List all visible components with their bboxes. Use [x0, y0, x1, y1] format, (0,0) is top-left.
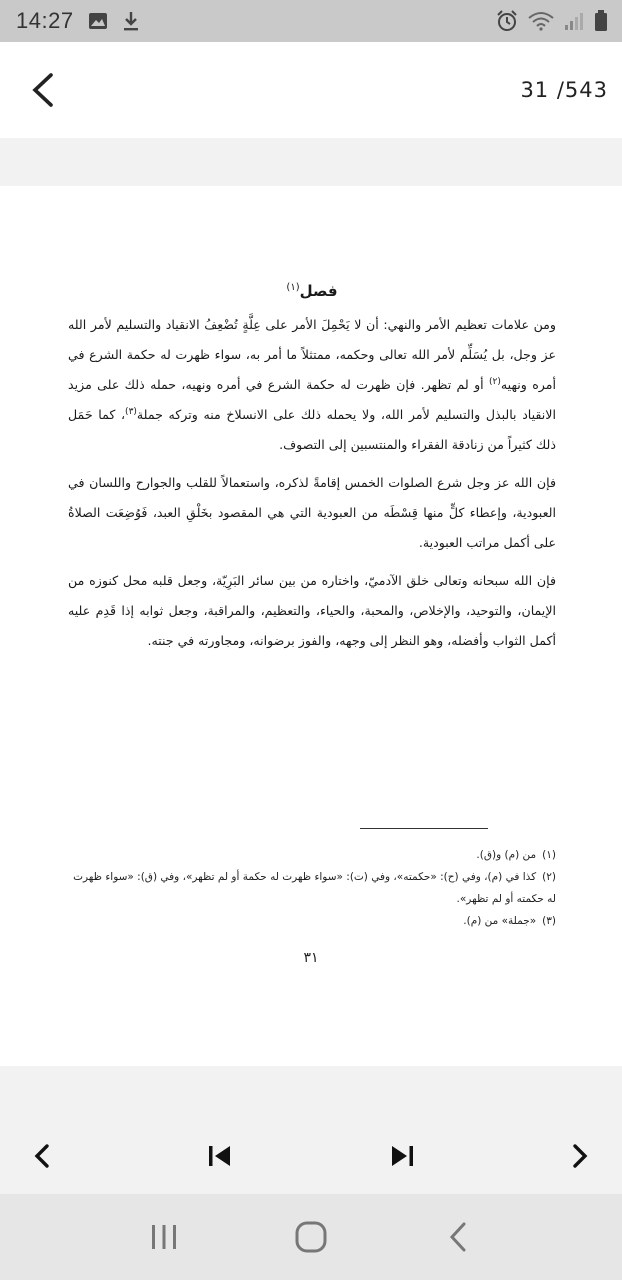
chapter-title-text: فصل [299, 282, 338, 300]
last-page-button[interactable] [382, 1136, 422, 1176]
back-button[interactable] [22, 65, 62, 115]
top-spacer [0, 138, 622, 186]
footnote-text: من (م) و(ق). [476, 849, 537, 861]
first-page-button[interactable] [200, 1136, 240, 1176]
back-arrow-icon [447, 1221, 469, 1253]
footnote-number: (١) [542, 849, 556, 861]
footnote-2 [68, 866, 556, 910]
chapter-title [68, 282, 556, 300]
wifi-icon [528, 11, 554, 31]
recents-icon [149, 1223, 179, 1251]
system-nav-bar [0, 1194, 622, 1280]
app-header [0, 42, 622, 138]
alarm-icon [496, 10, 518, 32]
home-button[interactable] [281, 1212, 341, 1262]
footnote-ref-3[interactable]: (٣) [125, 406, 137, 417]
paragraph-1-part-2: أو لم تظهر. فإن ظهرت له حكمة الشرع في أمره ونهيه، حمله ذلك على مزيد الانقياد بالبذل والتسليم لأمر الله، ولا يحمله ذلك على الانسلاخ منه وتركه جملة [68, 377, 556, 422]
skip-previous-icon [206, 1143, 234, 1169]
paragraph-3: فإن الله سبحانه وتعالى خلق الآدميّ، واختاره من بين سائر البَرِيّة، وجعل قلبه محل كنوزه من الإيمان، والتوحيد، والإخلاص، والمحبة، والحياء، والتعظيم، والمراقبة، وجعل ثوابه إذا قَدِم عليه أكمل الثواب وأفضله، وهو النظر إلى وجهه، والفوز برضوانه، ومجاورته في جنته. [68, 573, 556, 648]
next-page-button[interactable] [560, 1136, 600, 1176]
footnote-1 [68, 844, 556, 866]
home-icon [294, 1220, 328, 1254]
status-bar [0, 0, 622, 42]
status-time: 14:27 [16, 8, 74, 33]
paragraph-1-part-3: ، كما حَمَل ذلك كثيراً من زنادقة الفقراء والمنتسبين إلى التصوف. [68, 407, 556, 452]
footnote-3 [68, 910, 556, 932]
page-number: ٣١ [303, 950, 319, 966]
footnote-text: «جملة» من (م). [463, 915, 537, 927]
footnote-ref-2[interactable]: (٢) [489, 376, 501, 387]
image-icon [88, 12, 108, 30]
battery-icon [594, 10, 608, 32]
previous-page-button[interactable] [22, 1136, 62, 1176]
skip-next-icon [388, 1143, 416, 1169]
footnote-separator [360, 828, 488, 829]
footnotes [68, 844, 556, 932]
recents-button[interactable] [134, 1212, 194, 1262]
download-icon [122, 10, 140, 32]
chevron-left-icon [32, 1143, 52, 1169]
footnote-text: كذا في (م)، وفي (ح): «حكمته»، وفي (ت): «سواء ظهرت له حكمة أو لم تظهر»، وفي (ق): «سواء ظهرت له حكمته أو لم تظهر». [73, 871, 556, 905]
chapter-title-note: (١) [286, 282, 300, 293]
paragraph-1-part-1: ومن علامات تعظيم الأمر والنهي: أن لا يَحْمِلَ الأمر على عِلَّةٍ تُضْعِفُ الانقياد والتسليم لأمر الله عز وجل، بل يُسَلِّم لأمر الله تعالى وحكمه، ممتثلاً ما أمر به، سواء ظهرت له حكمة الشرع في أمره ونهيه [68, 317, 556, 392]
page-body [68, 282, 556, 664]
paragraph-1 [68, 310, 556, 460]
footnote-number: (٢) [542, 871, 556, 883]
page-counter: 31 /543 [520, 78, 608, 102]
chevron-left-icon [29, 72, 55, 108]
signal-icon [564, 11, 584, 31]
paragraph-2: فإن الله عز وجل شرع الصلوات الخمس إقامةً لذكره، واستعمالاً للقلب والجوارح واللسان في العبودية، وإعطاء كلٍّ منها قِسْطَه من العبودية التي هي المقصود بخَلْقِ العبد، فَوُضِعَت الصلاةُ على أكمل مراتب العبودية. [68, 475, 556, 550]
chevron-right-icon [570, 1143, 590, 1169]
footnote-number: (٣) [542, 915, 556, 927]
reader-controls [0, 1066, 622, 1194]
book-page [0, 186, 622, 1066]
system-back-button[interactable] [428, 1212, 488, 1262]
